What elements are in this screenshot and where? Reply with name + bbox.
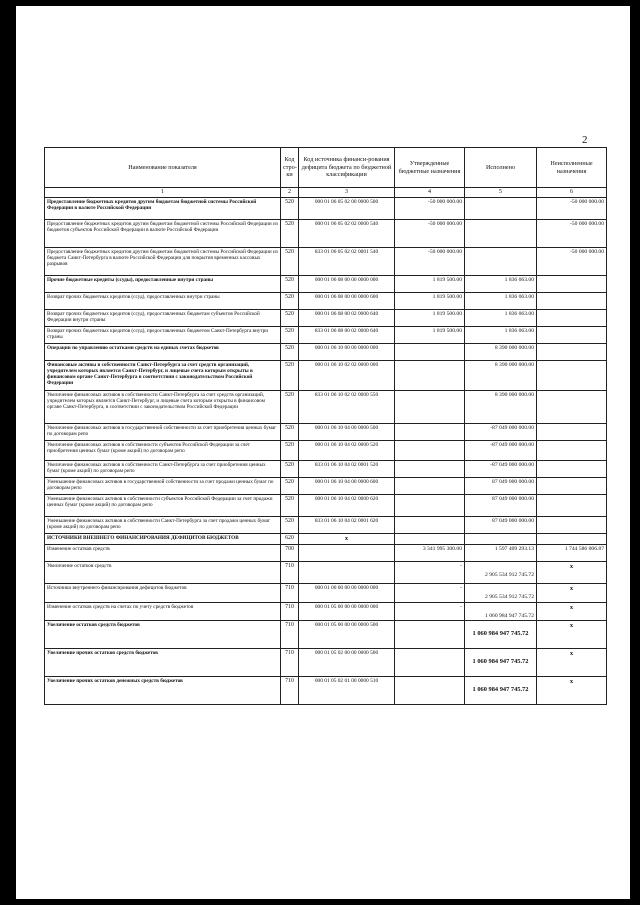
row-approved-cell: -50 000 000.00: [395, 248, 465, 276]
row-source-cell: 000 01 00 00 00 00 0000 000: [299, 584, 395, 603]
row-approved-cell: 3 341 995 300.00: [395, 545, 465, 562]
table-row: [45, 534, 607, 545]
row-code-cell: 710: [281, 562, 299, 584]
row-executed-cell: -87 049 000 000.00: [465, 461, 537, 478]
row-unexecuted-cell: [537, 293, 607, 310]
row-code-cell: 520: [281, 310, 299, 327]
table-row: [45, 677, 607, 705]
table-row: [45, 310, 607, 327]
row-executed-cell: 87 049 000 000.00: [465, 495, 537, 517]
row-code-cell: 520: [281, 424, 299, 441]
table-row: [45, 584, 607, 603]
row-approved-cell: -: [395, 562, 465, 584]
row-name-cell: Увеличение финансовых активов в собственности Санкт-Петербурга за счет средств организаций, учредителем которых является Санкт-Петербург, и лицевые счета которым открыты в финансовом органе Санкт-Петербурга, в соответствии с законодательством Российской Федерации: [45, 391, 281, 424]
row-code-cell: 520: [281, 344, 299, 361]
row-source-cell: 000 01 06 05 02 02 0000 540: [299, 220, 395, 248]
column-number: 3: [299, 188, 395, 198]
row-source-cell: 000 01 06 10 00 00 0000 000: [299, 344, 395, 361]
row-unexecuted-cell: -50 000 000.00: [537, 220, 607, 248]
row-name-cell: Увеличение финансовых активов в собственности субъектов Российской Федерации за счет приобретения ценных бумаг (кроме акций) по договорам репо: [45, 441, 281, 461]
row-executed-cell: -87 049 000 000.00: [465, 441, 537, 461]
row-code-cell: 520: [281, 441, 299, 461]
row-executed-cell: [465, 621, 537, 649]
row-source-cell: [299, 562, 395, 584]
row-name-cell: Возврат прочих бюджетных кредитов (ссуд), предоставленных бюджетом Санкт-Петербурга внутри страны: [45, 327, 281, 344]
row-executed-cell: [465, 649, 537, 677]
row-source-cell: 000 01 05 00 00 00 0000 000: [299, 602, 395, 621]
table-row: [45, 424, 607, 441]
row-name-cell: Уменьшение финансовых активов в государственной собственности за счет продажи ценных бумаг по договорам репо: [45, 478, 281, 495]
row-approved-cell: [395, 391, 465, 424]
scan-border-top: [0, 0, 640, 6]
row-source-cell: 833 01 06 10 02 02 0000 550: [299, 391, 395, 424]
row-approved-cell: 1 819 500.00: [395, 276, 465, 293]
row-approved-cell: -: [395, 602, 465, 621]
row-source-cell: 000 01 05 00 00 00 0000 500: [299, 621, 395, 649]
row-code-cell: 520: [281, 517, 299, 534]
header-executed: Исполнено: [465, 148, 537, 188]
row-executed-cell: [465, 534, 537, 545]
table-row: [45, 361, 607, 391]
row-name-cell: Возврат прочих бюджетных кредитов (ссуд), предоставленных бюджетам субъектов Российской Федерации внутри страны: [45, 310, 281, 327]
row-source-cell: x: [299, 534, 395, 545]
table-body: [45, 198, 607, 705]
row-approved-cell: [395, 677, 465, 705]
executed-value: 2 905 534 912 745.72: [485, 572, 534, 579]
row-approved-cell: [395, 361, 465, 391]
row-executed-cell: 87 049 000 000.00: [465, 517, 537, 534]
executed-value: 1 060 984 947 745.72: [472, 658, 529, 666]
row-approved-cell: 1 819 500.00: [395, 310, 465, 327]
table-row: [45, 478, 607, 495]
scan-border-bottom: [0, 899, 640, 905]
row-unexecuted-cell: x: [537, 677, 607, 705]
table-row: [45, 220, 607, 248]
row-approved-cell: [395, 621, 465, 649]
row-approved-cell: [395, 534, 465, 545]
row-executed-cell: 1 836 063.00: [465, 310, 537, 327]
table-row: [45, 391, 607, 424]
row-source-cell: 000 01 06 08 00 02 0000 640: [299, 310, 395, 327]
row-name-cell: Прочие бюджетные кредиты (ссуды), предоставленные внутри страны: [45, 276, 281, 293]
table-row: [45, 344, 607, 361]
row-executed-cell: -87 049 000 000.00: [465, 424, 537, 441]
row-approved-cell: -50 000 000.00: [395, 220, 465, 248]
row-source-cell: 000 01 06 10 04 00 0000 600: [299, 478, 395, 495]
row-code-cell: 620: [281, 534, 299, 545]
row-executed-cell: 1 836 063.00: [465, 276, 537, 293]
row-code-cell: 710: [281, 649, 299, 677]
table-row: [45, 621, 607, 649]
row-executed-cell: [465, 198, 537, 220]
header-approved: Утвержденные бюджетные назначения: [395, 148, 465, 188]
row-executed-cell: 8 390 000 000.00: [465, 391, 537, 424]
row-name-cell: Увеличение прочих остатков денежных средств бюджетов: [45, 677, 281, 705]
row-unexecuted-cell: x: [537, 562, 607, 584]
row-code-cell: 520: [281, 478, 299, 495]
table-row: [45, 327, 607, 344]
table-row: [45, 545, 607, 562]
table-row: [45, 602, 607, 621]
row-executed-cell: [465, 248, 537, 276]
row-code-cell: 710: [281, 584, 299, 603]
row-code-cell: 520: [281, 361, 299, 391]
table-row: [45, 461, 607, 478]
row-code-cell: 520: [281, 220, 299, 248]
table-header-row: [45, 148, 607, 188]
row-executed-cell: [465, 677, 537, 705]
row-executed-cell: 1 597 409 293.13: [465, 545, 537, 562]
row-unexecuted-cell: [537, 310, 607, 327]
row-unexecuted-cell: [537, 361, 607, 391]
row-source-cell: 000 01 05 02 00 00 0000 500: [299, 649, 395, 677]
executed-value: 2 905 534 912 745.72: [485, 594, 534, 601]
row-approved-cell: [395, 478, 465, 495]
column-number: 1: [45, 188, 281, 198]
header-source: Код источника финанси-рования дефицита бюджета по бюджетной классификации: [299, 148, 395, 188]
table-row: [45, 562, 607, 584]
row-unexecuted-cell: -50 000 000.00: [537, 248, 607, 276]
row-unexecuted-cell: x: [537, 584, 607, 603]
row-unexecuted-cell: x: [537, 649, 607, 677]
row-source-cell: 000 01 06 08 00 00 0000 600: [299, 293, 395, 310]
row-source-cell: 000 01 06 10 04 02 0000 520: [299, 441, 395, 461]
row-executed-cell: [465, 602, 537, 621]
row-unexecuted-cell: [537, 344, 607, 361]
row-approved-cell: [395, 344, 465, 361]
row-code-cell: 520: [281, 391, 299, 424]
row-code-cell: 710: [281, 621, 299, 649]
row-name-cell: Увеличение остатков средств: [45, 562, 281, 584]
row-name-cell: Финансовые активы в собственности Санкт-Петербурга за счет средств организаций, учредителем которых является Санкт-Петербург, и лицевые счета которым открыты в финансовом органе Санкт-Петербурга в соответствии с законодательством Российской Федерации: [45, 361, 281, 391]
row-source-cell: 000 01 06 10 04 02 0000 620: [299, 495, 395, 517]
page-number: 2: [582, 134, 588, 146]
column-number: 4: [395, 188, 465, 198]
budget-sources-table: [44, 147, 607, 705]
row-name-cell: ИСТОЧНИКИ ВНЕШНЕГО ФИНАНСИРОВАНИЯ ДЕФИЦИТОВ БЮДЖЕТОВ: [45, 534, 281, 545]
row-name-cell: Увеличение прочих остатков средств бюджетов: [45, 649, 281, 677]
table-row: [45, 517, 607, 534]
row-code-cell: 710: [281, 677, 299, 705]
row-code-cell: 520: [281, 327, 299, 344]
row-source-cell: 000 01 05 02 01 00 0000 510: [299, 677, 395, 705]
row-source-cell: 000 01 06 10 04 00 0000 500: [299, 424, 395, 441]
row-approved-cell: 1 819 500.00: [395, 327, 465, 344]
table-row: [45, 649, 607, 677]
row-approved-cell: -: [395, 584, 465, 603]
column-number: 2: [281, 188, 299, 198]
row-source-cell: [299, 545, 395, 562]
row-source-cell: 833 01 06 08 00 02 0000 640: [299, 327, 395, 344]
row-name-cell: Источники внутреннего финансирования дефицитов бюджетов: [45, 584, 281, 603]
table-row: [45, 495, 607, 517]
header-name: Наименование показателя: [45, 148, 281, 188]
executed-value: 1 060 984 947 745.72: [472, 686, 529, 694]
row-source-cell: 000 01 06 05 02 00 0000 500: [299, 198, 395, 220]
row-source-cell: 000 01 06 08 00 00 0000 000: [299, 276, 395, 293]
table-row: [45, 248, 607, 276]
column-number-row: [45, 188, 607, 198]
row-source-cell: 833 01 06 10 04 02 0001 620: [299, 517, 395, 534]
table-row: [45, 441, 607, 461]
row-name-cell: Операции по управлению остатками средств на единых счетах бюджетов: [45, 344, 281, 361]
row-code-cell: 520: [281, 248, 299, 276]
scan-border-right: [630, 0, 640, 905]
row-source-cell: 833 01 06 05 02 02 0001 540: [299, 248, 395, 276]
row-code-cell: 710: [281, 602, 299, 621]
row-code-cell: 520: [281, 276, 299, 293]
column-number: 5: [465, 188, 537, 198]
scan-border-left: [0, 0, 16, 905]
row-name-cell: Предоставление бюджетных кредитов другим бюджетам бюджетной системы Российской Федерации в валюте Российской Федерации: [45, 198, 281, 220]
row-unexecuted-cell: [537, 391, 607, 424]
row-code-cell: 520: [281, 198, 299, 220]
executed-value: 1 060 984 947 745.72: [485, 612, 534, 619]
row-unexecuted-cell: x: [537, 621, 607, 649]
row-name-cell: Увеличение остатков средств бюджетов: [45, 621, 281, 649]
row-name-cell: Предоставление бюджетных кредитов другим бюджетам бюджетной системы Российской Федерации из бюджетов субъектов Российской Федерации в валюте Российской Федерации: [45, 220, 281, 248]
row-approved-cell: [395, 649, 465, 677]
row-approved-cell: [395, 495, 465, 517]
row-executed-cell: 87 049 000 000.00: [465, 478, 537, 495]
row-approved-cell: [395, 424, 465, 441]
row-code-cell: 520: [281, 461, 299, 478]
row-code-cell: 520: [281, 495, 299, 517]
row-unexecuted-cell: [537, 424, 607, 441]
row-code-cell: 700: [281, 545, 299, 562]
row-name-cell: Увеличение финансовых активов в собственности Санкт-Петербурга за счет приобретения ценных бумаг (кроме акций) по договорам репо: [45, 461, 281, 478]
row-unexecuted-cell: -50 000 000.00: [537, 198, 607, 220]
row-approved-cell: -50 000 000.00: [395, 198, 465, 220]
row-approved-cell: [395, 441, 465, 461]
row-name-cell: Изменение остатков средств: [45, 545, 281, 562]
row-unexecuted-cell: [537, 327, 607, 344]
row-executed-cell: 1 836 063.00: [465, 293, 537, 310]
table-row: [45, 293, 607, 310]
header-code: Код стро-ки: [281, 148, 299, 188]
row-code-cell: 520: [281, 293, 299, 310]
row-approved-cell: [395, 517, 465, 534]
row-unexecuted-cell: [537, 441, 607, 461]
row-source-cell: 833 01 06 10 04 02 0001 520: [299, 461, 395, 478]
row-executed-cell: [465, 562, 537, 584]
row-name-cell: Уменьшение финансовых активов в собственности Санкт-Петербурга за счет продажи ценных бумаг (кроме акций) по договорам репо: [45, 517, 281, 534]
row-name-cell: Возврат прочих бюджетных кредитов (ссуд), предоставленных внутри страны: [45, 293, 281, 310]
row-unexecuted-cell: [537, 534, 607, 545]
row-unexecuted-cell: [537, 276, 607, 293]
row-executed-cell: 8 390 000 000.00: [465, 361, 537, 391]
row-executed-cell: [465, 584, 537, 603]
row-executed-cell: 8 390 000 000.00: [465, 344, 537, 361]
row-unexecuted-cell: [537, 478, 607, 495]
table-row: [45, 198, 607, 220]
row-executed-cell: [465, 220, 537, 248]
column-number: 6: [537, 188, 607, 198]
row-approved-cell: 1 819 500.00: [395, 293, 465, 310]
row-name-cell: Увеличение финансовых активов в государственной собственности за счет приобретения ценных бумаг по договорам репо: [45, 424, 281, 441]
row-unexecuted-cell: [537, 495, 607, 517]
row-unexecuted-cell: [537, 517, 607, 534]
executed-value: 1 060 984 947 745.72: [472, 630, 529, 638]
row-unexecuted-cell: 1 744 586 006.87: [537, 545, 607, 562]
row-name-cell: Изменение остатков средств на счетах по учету средств бюджетов: [45, 602, 281, 621]
row-name-cell: Уменьшение финансовых активов в собственности субъектов Российской Федерации за счет продажи ценных бумаг (кроме акций) по договорам репо: [45, 495, 281, 517]
row-name-cell: Предоставление бюджетных кредитов другим бюджетам бюджетной системы Российской Федерации из бюджета Санкт-Петербурга в валюте Российской Федерации для покрытия временных кассовых разрывов: [45, 248, 281, 276]
row-source-cell: 000 01 06 10 02 02 0000 000: [299, 361, 395, 391]
header-unexecuted: Неисполненные назначения: [537, 148, 607, 188]
table-row: [45, 276, 607, 293]
row-unexecuted-cell: x: [537, 602, 607, 621]
row-approved-cell: [395, 461, 465, 478]
row-unexecuted-cell: [537, 461, 607, 478]
row-executed-cell: 1 836 063.00: [465, 327, 537, 344]
